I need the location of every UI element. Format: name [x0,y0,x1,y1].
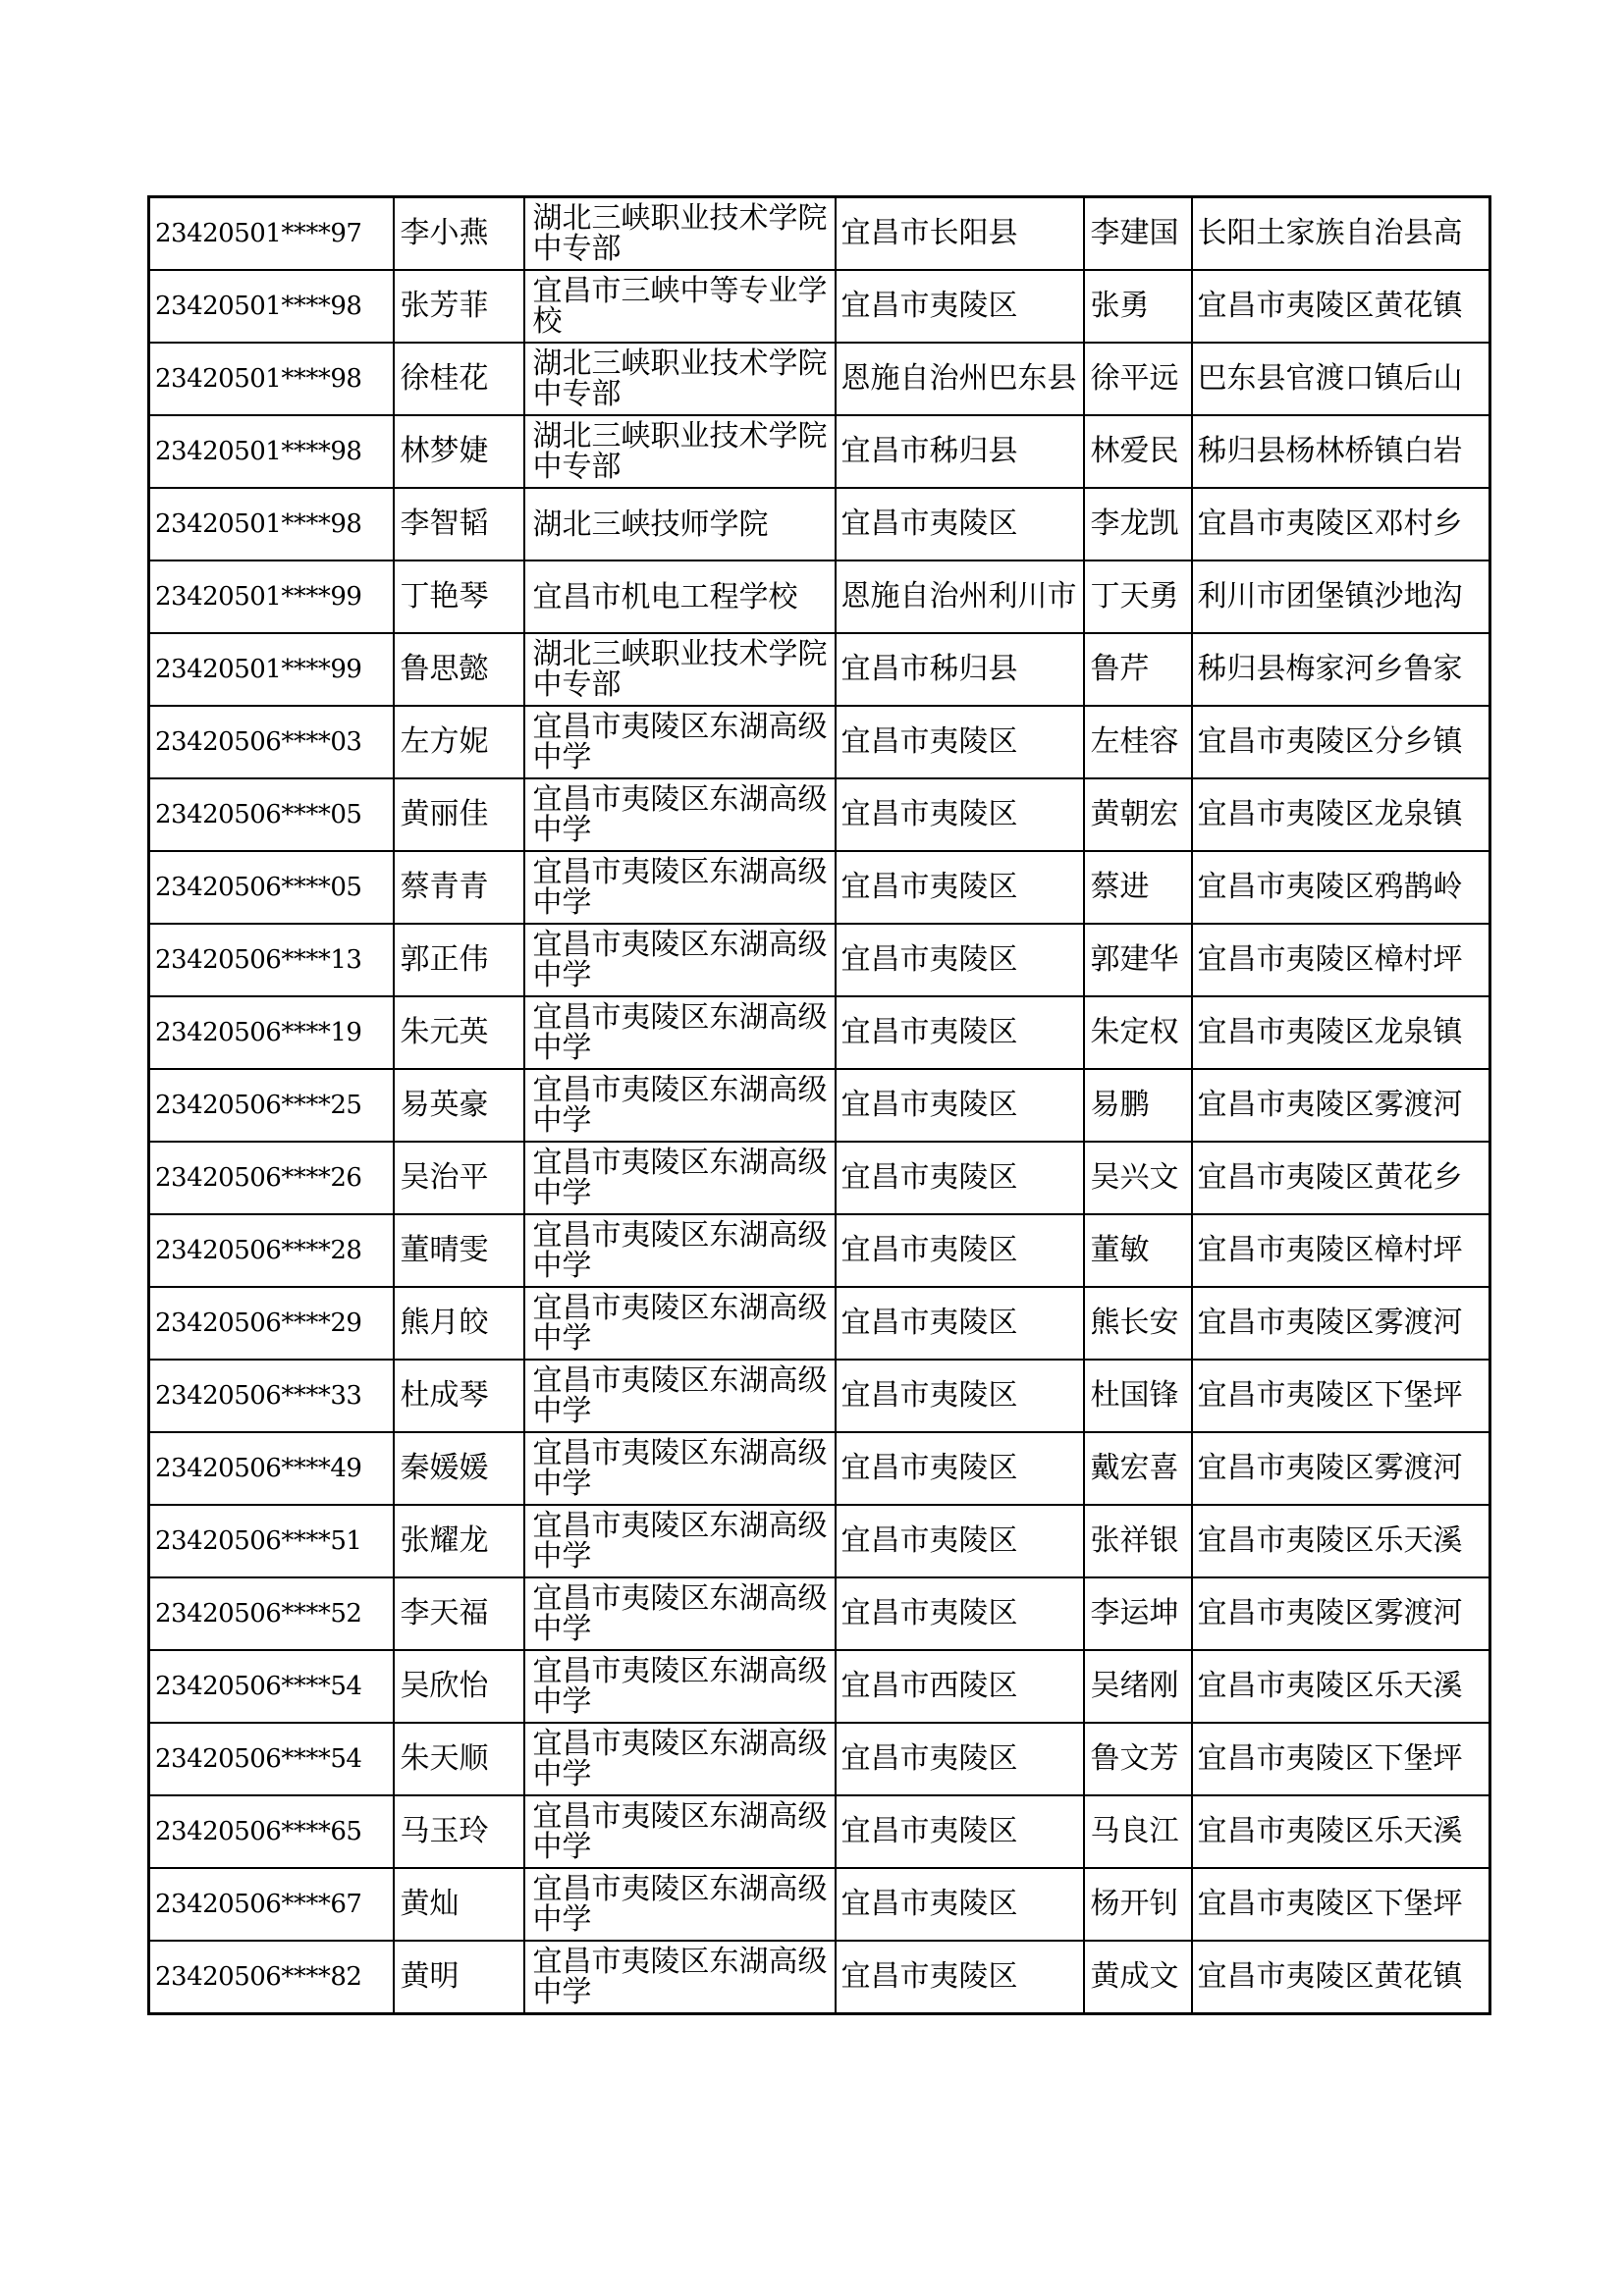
student-id-cell: 23420506****33 [149,1360,394,1432]
region-cell: 宜昌市夷陵区 [836,1360,1084,1432]
region-cell: 宜昌市夷陵区 [836,1432,1084,1505]
student-name-cell: 黄明 [394,1941,524,2014]
address-cell: 宜昌市夷陵区樟村坪 [1192,924,1490,996]
region-cell: 宜昌市夷陵区 [836,488,1084,561]
table-row [149,1360,1490,1432]
student-name-cell: 张耀龙 [394,1505,524,1577]
table-row [149,778,1490,851]
student-id-cell: 23420501****98 [149,415,394,488]
guardian-name-cell: 马良江 [1084,1795,1192,1868]
table-row [149,1142,1490,1214]
address-cell: 宜昌市夷陵区黄花镇 [1192,270,1490,343]
school-cell: 宜昌市夷陵区东湖高级中学 [524,1287,836,1360]
table-row [149,1650,1490,1723]
guardian-name-cell: 黄朝宏 [1084,778,1192,851]
guardian-name-cell: 吴绪刚 [1084,1650,1192,1723]
table-row [149,1432,1490,1505]
student-name-cell: 马玉玲 [394,1795,524,1868]
table-row [149,343,1490,415]
table-row [149,633,1490,706]
table-row [149,1069,1490,1142]
student-name-cell: 张芳菲 [394,270,524,343]
school-cell: 湖北三峡技师学院 [524,488,836,561]
region-cell: 恩施自治州巴东县 [836,343,1084,415]
region-cell: 宜昌市夷陵区 [836,1287,1084,1360]
student-id-cell: 23420501****99 [149,633,394,706]
student-name-cell: 林梦婕 [394,415,524,488]
school-cell: 宜昌市夷陵区东湖高级中学 [524,1795,836,1868]
student-name-cell: 朱天顺 [394,1723,524,1795]
guardian-name-cell: 郭建华 [1084,924,1192,996]
student-name-cell: 黄丽佳 [394,778,524,851]
student-id-cell: 23420506****29 [149,1287,394,1360]
region-cell: 宜昌市夷陵区 [836,1142,1084,1214]
region-cell: 宜昌市夷陵区 [836,1577,1084,1650]
table-row [149,415,1490,488]
address-cell: 宜昌市夷陵区雾渡河 [1192,1577,1490,1650]
region-cell: 宜昌市夷陵区 [836,1868,1084,1941]
guardian-name-cell: 易鹏 [1084,1069,1192,1142]
table-row [149,1868,1490,1941]
guardian-name-cell: 鲁文芳 [1084,1723,1192,1795]
guardian-name-cell: 林爱民 [1084,415,1192,488]
region-cell: 宜昌市夷陵区 [836,996,1084,1069]
table-row [149,1577,1490,1650]
guardian-name-cell: 戴宏喜 [1084,1432,1192,1505]
student-id-cell: 23420506****19 [149,996,394,1069]
school-cell: 宜昌市夷陵区东湖高级中学 [524,924,836,996]
student-id-cell: 23420501****97 [149,197,394,271]
student-id-cell: 23420506****67 [149,1868,394,1941]
address-cell: 长阳土家族自治县高 [1192,197,1490,271]
student-name-cell: 郭正伟 [394,924,524,996]
guardian-name-cell: 朱定权 [1084,996,1192,1069]
address-cell: 宜昌市夷陵区樟村坪 [1192,1214,1490,1287]
guardian-name-cell: 杜国锋 [1084,1360,1192,1432]
student-id-cell: 23420506****65 [149,1795,394,1868]
guardian-name-cell: 李龙凯 [1084,488,1192,561]
region-cell: 宜昌市夷陵区 [836,270,1084,343]
student-id-cell: 23420501****98 [149,343,394,415]
student-name-cell: 左方妮 [394,706,524,778]
region-cell: 宜昌市夷陵区 [836,1505,1084,1577]
table-row [149,1795,1490,1868]
student-id-cell: 23420506****51 [149,1505,394,1577]
student-id-cell: 23420506****26 [149,1142,394,1214]
address-cell: 秭归县梅家河乡鲁家 [1192,633,1490,706]
table-row [149,924,1490,996]
address-cell: 宜昌市夷陵区雾渡河 [1192,1432,1490,1505]
school-cell: 宜昌市夷陵区东湖高级中学 [524,1723,836,1795]
school-cell: 宜昌市夷陵区东湖高级中学 [524,1360,836,1432]
address-cell: 宜昌市夷陵区龙泉镇 [1192,778,1490,851]
address-cell: 宜昌市夷陵区乐天溪 [1192,1650,1490,1723]
student-name-cell: 杜成琴 [394,1360,524,1432]
guardian-name-cell: 熊长安 [1084,1287,1192,1360]
address-cell: 宜昌市夷陵区黄花乡 [1192,1142,1490,1214]
student-id-cell: 23420501****98 [149,270,394,343]
student-id-cell: 23420506****54 [149,1723,394,1795]
student-name-cell: 鲁思懿 [394,633,524,706]
guardian-name-cell: 李建国 [1084,197,1192,271]
school-cell: 宜昌市三峡中等专业学校 [524,270,836,343]
address-cell: 秭归县杨林桥镇白岩 [1192,415,1490,488]
table-row [149,1505,1490,1577]
region-cell: 宜昌市夷陵区 [836,1214,1084,1287]
table-row [149,561,1490,633]
school-cell: 宜昌市夷陵区东湖高级中学 [524,1941,836,2014]
student-id-cell: 23420506****54 [149,1650,394,1723]
school-cell: 宜昌市夷陵区东湖高级中学 [524,851,836,924]
address-cell: 宜昌市夷陵区邓村乡 [1192,488,1490,561]
table-row [149,488,1490,561]
region-cell: 宜昌市夷陵区 [836,851,1084,924]
address-cell: 宜昌市夷陵区下堡坪 [1192,1723,1490,1795]
student-id-cell: 23420506****03 [149,706,394,778]
address-cell: 宜昌市夷陵区雾渡河 [1192,1287,1490,1360]
region-cell: 宜昌市夷陵区 [836,924,1084,996]
student-name-cell: 吴欣怡 [394,1650,524,1723]
student-name-cell: 徐桂花 [394,343,524,415]
guardian-name-cell: 左桂容 [1084,706,1192,778]
guardian-name-cell: 吴兴文 [1084,1142,1192,1214]
guardian-name-cell: 杨开钊 [1084,1868,1192,1941]
school-cell: 宜昌市夷陵区东湖高级中学 [524,1505,836,1577]
guardian-name-cell: 董敏 [1084,1214,1192,1287]
region-cell: 宜昌市夷陵区 [836,1069,1084,1142]
address-cell: 宜昌市夷陵区鸦鹊岭 [1192,851,1490,924]
student-name-cell: 吴治平 [394,1142,524,1214]
address-cell: 宜昌市夷陵区分乡镇 [1192,706,1490,778]
student-name-cell: 秦媛媛 [394,1432,524,1505]
student-id-cell: 23420501****99 [149,561,394,633]
region-cell: 宜昌市长阳县 [836,197,1084,271]
student-name-cell: 丁艳琴 [394,561,524,633]
table-row [149,1941,1490,2014]
region-cell: 宜昌市夷陵区 [836,1723,1084,1795]
address-cell: 宜昌市夷陵区龙泉镇 [1192,996,1490,1069]
student-name-cell: 朱元英 [394,996,524,1069]
student-list-table [147,195,1491,2015]
school-cell: 宜昌市夷陵区东湖高级中学 [524,706,836,778]
school-cell: 宜昌市机电工程学校 [524,561,836,633]
school-cell: 宜昌市夷陵区东湖高级中学 [524,1142,836,1214]
guardian-name-cell: 张祥银 [1084,1505,1192,1577]
school-cell: 湖北三峡职业技术学院中专部 [524,343,836,415]
school-cell: 宜昌市夷陵区东湖高级中学 [524,1432,836,1505]
student-name-cell: 蔡青青 [394,851,524,924]
table-row [149,270,1490,343]
school-cell: 湖北三峡职业技术学院中专部 [524,197,836,271]
table-row [149,197,1490,271]
guardian-name-cell: 张勇 [1084,270,1192,343]
school-cell: 宜昌市夷陵区东湖高级中学 [524,1577,836,1650]
region-cell: 宜昌市夷陵区 [836,706,1084,778]
student-id-cell: 23420506****05 [149,851,394,924]
school-cell: 宜昌市夷陵区东湖高级中学 [524,1214,836,1287]
guardian-name-cell: 蔡进 [1084,851,1192,924]
region-cell: 宜昌市西陵区 [836,1650,1084,1723]
student-name-cell: 董晴雯 [394,1214,524,1287]
address-cell: 巴东县官渡口镇后山 [1192,343,1490,415]
table-row [149,996,1490,1069]
student-id-cell: 23420506****05 [149,778,394,851]
table-body [149,197,1490,2014]
student-name-cell: 李天福 [394,1577,524,1650]
school-cell: 宜昌市夷陵区东湖高级中学 [524,1069,836,1142]
student-id-cell: 23420506****28 [149,1214,394,1287]
table-row [149,1287,1490,1360]
address-cell: 宜昌市夷陵区雾渡河 [1192,1069,1490,1142]
guardian-name-cell: 李运坤 [1084,1577,1192,1650]
guardian-name-cell: 徐平远 [1084,343,1192,415]
region-cell: 宜昌市夷陵区 [836,1795,1084,1868]
student-name-cell: 易英豪 [394,1069,524,1142]
student-name-cell: 李智韬 [394,488,524,561]
table-row [149,1214,1490,1287]
region-cell: 恩施自治州利川市 [836,561,1084,633]
address-cell: 宜昌市夷陵区乐天溪 [1192,1505,1490,1577]
address-cell: 宜昌市夷陵区下堡坪 [1192,1868,1490,1941]
address-cell: 宜昌市夷陵区下堡坪 [1192,1360,1490,1432]
table-row [149,706,1490,778]
student-id-cell: 23420506****82 [149,1941,394,2014]
address-cell: 利川市团堡镇沙地沟 [1192,561,1490,633]
student-name-cell: 熊月皎 [394,1287,524,1360]
address-cell: 宜昌市夷陵区乐天溪 [1192,1795,1490,1868]
address-cell: 宜昌市夷陵区黄花镇 [1192,1941,1490,2014]
student-name-cell: 李小燕 [394,197,524,271]
guardian-name-cell: 鲁芹 [1084,633,1192,706]
guardian-name-cell: 黄成文 [1084,1941,1192,2014]
region-cell: 宜昌市秭归县 [836,633,1084,706]
region-cell: 宜昌市秭归县 [836,415,1084,488]
table-row [149,851,1490,924]
region-cell: 宜昌市夷陵区 [836,1941,1084,2014]
student-id-cell: 23420506****52 [149,1577,394,1650]
school-cell: 湖北三峡职业技术学院中专部 [524,633,836,706]
guardian-name-cell: 丁天勇 [1084,561,1192,633]
table-row [149,1723,1490,1795]
school-cell: 宜昌市夷陵区东湖高级中学 [524,778,836,851]
student-id-cell: 23420506****49 [149,1432,394,1505]
school-cell: 宜昌市夷陵区东湖高级中学 [524,1868,836,1941]
region-cell: 宜昌市夷陵区 [836,778,1084,851]
school-cell: 湖北三峡职业技术学院中专部 [524,415,836,488]
student-name-cell: 黄灿 [394,1868,524,1941]
student-id-cell: 23420506****25 [149,1069,394,1142]
student-id-cell: 23420501****98 [149,488,394,561]
school-cell: 宜昌市夷陵区东湖高级中学 [524,996,836,1069]
school-cell: 宜昌市夷陵区东湖高级中学 [524,1650,836,1723]
student-id-cell: 23420506****13 [149,924,394,996]
